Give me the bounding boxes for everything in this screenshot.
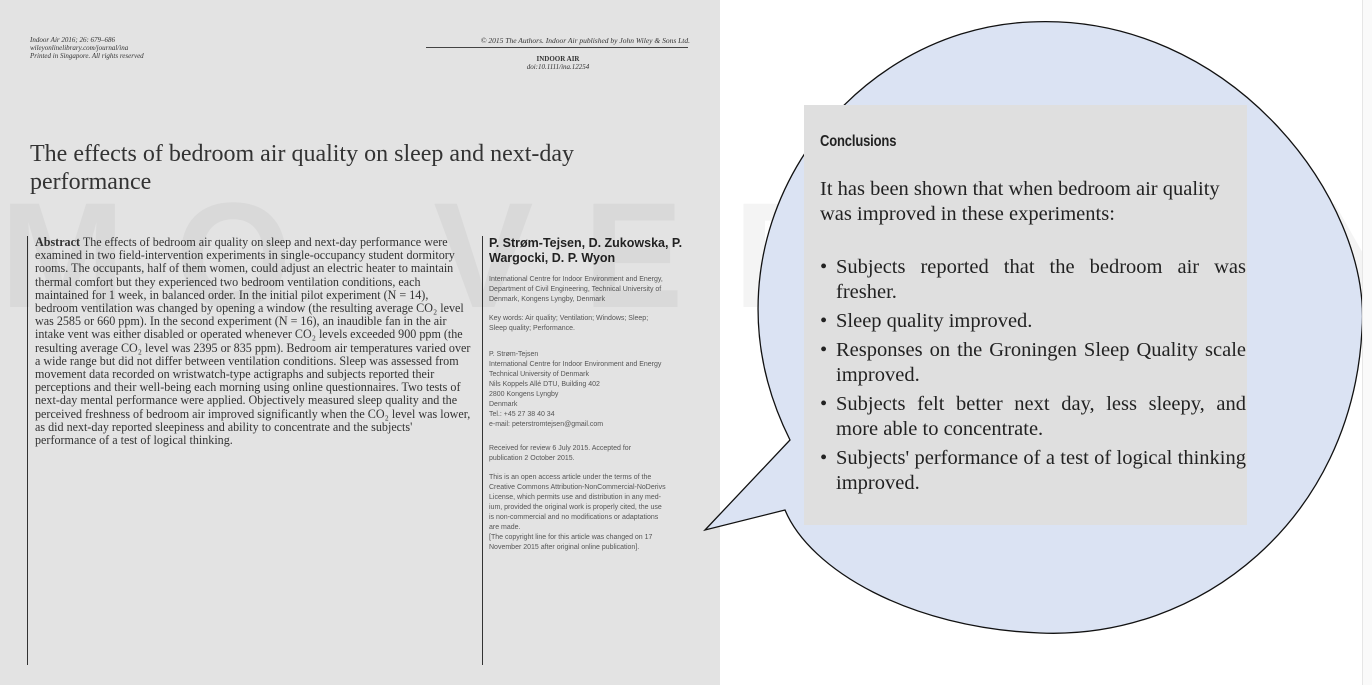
abstract-label: Abstract bbox=[35, 235, 81, 249]
citation-line: Indoor Air 2016; 26: 679–686 bbox=[30, 36, 116, 44]
list-item: • Responses on the Groningen Sleep Quality scale improved. bbox=[820, 338, 1246, 388]
list-item: • Subjects' performance of a test of logical thinking improved. bbox=[820, 446, 1246, 496]
print-note: Printed in Singapore. All rights reserved bbox=[30, 52, 144, 60]
conclusions-box bbox=[804, 105, 1247, 525]
received-dates: Received for review 6 July 2015. Accepted for publication 2 October 2015. bbox=[489, 445, 632, 462]
conclusions-heading: Conclusions bbox=[820, 133, 897, 150]
doi: doi:10.1111/ina.12254 bbox=[526, 63, 590, 71]
paper-title: The effects of bedroom air quality on sleep and next-day performance bbox=[30, 141, 575, 195]
authors: P. Strøm-Tejsen, D. Zukowska, P. Wargocki, D. P. Wyon bbox=[489, 236, 683, 265]
license-note: This is an open access article under the terms of the Creative Commons Attribution-NonCommercial-NoDerivs License, which permits use and distribution in any med- ium, provided the original work is properly cited, the use is non-commercial and no modifications or adaptations are made. [The copyright line for this article was changed on 17 November 2015 after original online publication]. bbox=[489, 474, 666, 551]
list-item: • Subjects reported that the bedroom air was fresher. bbox=[820, 255, 1246, 305]
journal-name: INDOOR AIR bbox=[536, 55, 580, 63]
scrollbar[interactable] bbox=[1362, 0, 1372, 685]
keywords: Key words: Air quality; Ventilation; Windows; Sleep; Sleep quality; Performance. bbox=[489, 315, 649, 332]
conclusions-list bbox=[820, 255, 1246, 500]
list-item: • Subjects felt better next day, less sleepy, and more able to concentrate. bbox=[820, 392, 1246, 442]
list-item: • Sleep quality improved. bbox=[820, 309, 1246, 334]
copyright-line: © 2015 The Authors. Indoor Air published by John Wiley & Sons Ltd. bbox=[480, 36, 690, 45]
abstract-text: The effects of bedroom air quality on sleep and next-day performance were examined in two field-intervention experiments in single-occupancy student dormitory rooms. The occupants, half of them women, could adjust an electric heater to maintain thermal comfort but they experienced two bedroom ventilation conditions, each maintained for 1 week, in balanced order. In the initial pilot experiment (N = 14), bedroom ventilation was changed by opening a window (the resulting average CO₂ level was 2585 or 660 ppm). In the second experiment (N = 16), an inaudible fan in the air intake vent was either disabled or operated whenever CO₂ levels exceeded 900 ppm (the resulting average CO₂ level was 2395 or 835 ppm). Bedroom air temperatures varied over a wide range but did not differ between ventilation conditions. Sleep was assessed from movement data recorded on wristwatch-type actigraphs and subjects reported their perceptions and their well-being each morning using online questionnaires. Two tests of next-day mental performance were applied. Objectively measured sleep quality and the perceived freshness of bedroom air improved significantly when the CO₂ level was lower, as did next-day reported sleepiness and ability to concentrate and the subjects' performance of a test of logical thinking. bbox=[35, 235, 471, 448]
conclusions-lead: It has been shown that when bedroom air quality was improved in these experiments: bbox=[820, 178, 1220, 225]
journal-url: wileyonlinelibrary.com/journal/ina bbox=[30, 44, 129, 52]
affiliation: International Centre for Indoor Environment and Energy, Department of Civil Engineering, Technical University of Denmark, Kongens Lyngby, Denmark bbox=[489, 276, 663, 303]
contact-info: P. Strøm-Tejsen International Centre for Indoor Environment and Energy Technical University of Denmark Nils Koppels Allé DTU, Building 402 2800 Kongens Lyngby Denmark Tel.: +45 27 38 40 34 e-mail: peterstromtejsen@gmail.com bbox=[489, 351, 662, 428]
